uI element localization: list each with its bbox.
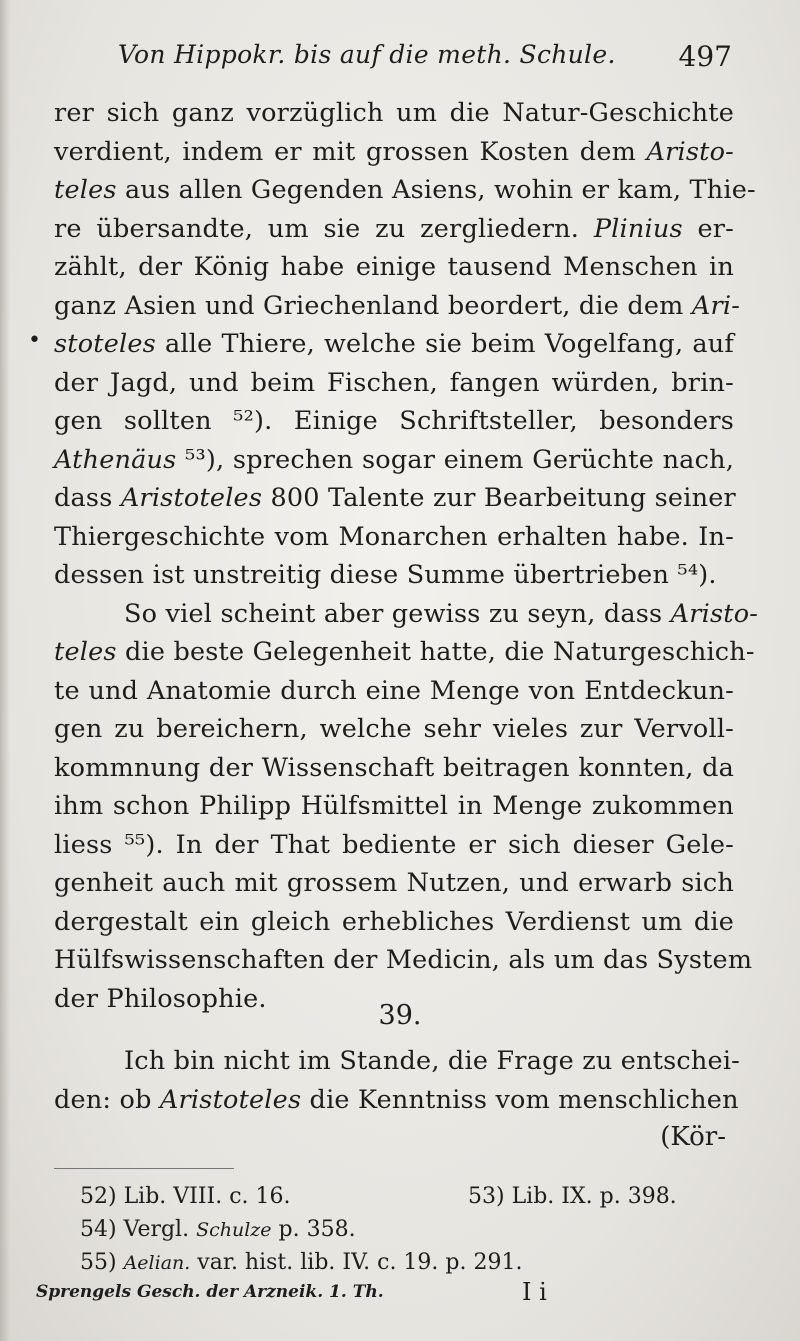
text-segment: genheit auch mit grossem Nutzen, und erwarb sich	[54, 868, 734, 898]
footnote-55-author: Aelian.	[123, 1252, 191, 1274]
text-segment: die Kenntniss vom menschlichen	[301, 1084, 739, 1115]
text-line	[54, 287, 741, 326]
paragraph-2	[54, 595, 759, 1019]
text-line	[54, 1081, 739, 1120]
text-segment: Ich bin nicht im Stande, die Frage zu entschei-	[124, 1046, 740, 1076]
italic-name: teles	[54, 637, 117, 667]
text-segment: liess ⁵⁵). In der That bediente er sich dieser Gele-	[54, 829, 734, 860]
text-segment: te und Anatomie durch eine Menge von Entdeckun-	[54, 675, 734, 706]
text-line	[54, 518, 734, 557]
text-segment: zählt, der König habe einige tausend Menschen in	[54, 252, 734, 282]
text-segment: er-	[682, 213, 734, 244]
text-segment: re übersandte, um sie zu zergliedern.	[54, 213, 594, 244]
text-segment: ganz Asien und Griechenland beordert, die dem	[54, 290, 692, 321]
text-segment: gen zu bereichern, welche sehr vieles zur Vervoll-	[54, 714, 734, 744]
text-line	[54, 133, 734, 172]
text-segment: So viel scheint aber gewiss zu seyn, dass	[124, 598, 671, 629]
text-line	[54, 903, 734, 942]
italic-name: Athenäus	[54, 444, 177, 475]
footnote-55	[80, 1246, 720, 1279]
text-line	[54, 364, 734, 403]
section-39-text	[54, 1042, 740, 1119]
running-title: Von Hippokr. bis auf die meth. Schule.	[118, 40, 616, 69]
text-segment: die beste Gelegenheit hatte, die Naturgeschich-	[116, 637, 755, 667]
paragraph-3	[54, 1042, 740, 1119]
margin-mark: •	[28, 328, 41, 353]
text-segment: verdient, indem er mit grossen Kosten dem	[54, 136, 647, 167]
footnote-rule	[54, 1168, 234, 1169]
printer-signature: Sprengels Gesch. der Arzneik. 1. Th.	[36, 1282, 384, 1302]
text-segment: ihm schon Philipp Hülfsmittel in Menge zukommen	[54, 791, 734, 821]
italic-name: Ari-	[691, 290, 741, 321]
text-line	[54, 402, 734, 441]
footnotes	[80, 1180, 720, 1279]
text-line	[54, 595, 759, 634]
italic-name: Aristoteles	[120, 483, 263, 513]
text-line	[54, 749, 734, 788]
section-number: 39.	[378, 1000, 422, 1031]
text-segment: den: ob	[54, 1084, 160, 1115]
footnote-row	[80, 1180, 720, 1213]
italic-name: Aristo-	[670, 598, 759, 629]
footnote-52: 52) Lib. VIII. c. 16.	[80, 1184, 291, 1209]
text-line	[54, 787, 734, 826]
text-segment: alle Thiere, welche sie beim Vogelfang, auf	[155, 329, 734, 359]
text-segment: der Jagd, und beim Fischen, fangen würden, brin-	[54, 367, 734, 398]
page-number: 497	[678, 40, 732, 73]
text-line	[54, 325, 734, 364]
text-segment: dergestalt ein gleich erhebliches Verdienst um die	[54, 906, 734, 937]
footnote-55-ref: var. hist. lib. IV. c. 19. p. 291.	[190, 1250, 523, 1275]
footnote-53: 53) Lib. IX. p. 398.	[468, 1184, 677, 1209]
text-segment: Hülfswissenschaften der Medicin, als um das System	[54, 945, 753, 975]
text-segment: Thiergeschichte vom Monarchen erhalten habe. In-	[54, 521, 734, 552]
footnote-54-page: p. 358.	[271, 1217, 356, 1242]
text-segment: der Philosophie.	[54, 983, 267, 1014]
text-line	[54, 941, 753, 980]
italic-name: Aristoteles	[159, 1084, 302, 1115]
italic-name: Aristo-	[646, 136, 734, 167]
footnote-54-text: 54) Vergl.	[80, 1217, 197, 1242]
text-line	[54, 633, 755, 672]
text-line	[54, 479, 734, 518]
text-line	[54, 556, 734, 595]
text-line	[54, 826, 734, 865]
text-segment: dass	[54, 483, 121, 513]
main-text	[54, 94, 759, 1018]
text-segment: aus allen Gegenden Asiens, wohin er kam, Thie-	[116, 175, 756, 205]
text-segment: gen sollten ⁵²). Einige Schriftsteller, besonders	[54, 406, 734, 436]
text-segment: 800 Talente zur Bearbeitung seiner	[262, 483, 736, 513]
text-segment: dessen ist unstreitig diese Summe übertrieben ⁵⁴).	[54, 560, 717, 590]
italic-name: teles	[54, 175, 117, 205]
text-line	[54, 710, 734, 749]
italic-name: stoteles	[54, 329, 156, 359]
paragraph-1	[54, 94, 756, 595]
running-header	[118, 40, 738, 80]
text-line	[54, 1042, 740, 1081]
footnote-54-author: Schulze	[196, 1219, 272, 1241]
text-line	[54, 672, 734, 711]
text-line	[54, 441, 734, 480]
text-segment: rer sich ganz vorzüglich um die Natur-Geschichte	[54, 98, 734, 128]
italic-name: Plinius	[593, 213, 683, 244]
text-line	[54, 171, 756, 210]
signature-mark: I i	[522, 1278, 547, 1306]
text-segment: ⁵³), sprechen sogar einem Gerüchte nach,	[176, 444, 734, 475]
catchword: (Kör-	[660, 1122, 726, 1152]
text-line	[54, 248, 734, 287]
text-segment: kommnung der Wissenschaft beitragen konnten, da	[54, 752, 734, 783]
footnote-55-num: 55)	[80, 1250, 124, 1275]
text-line	[54, 864, 734, 903]
text-line	[54, 210, 734, 249]
text-line	[54, 94, 734, 133]
footnote-54	[80, 1213, 720, 1246]
